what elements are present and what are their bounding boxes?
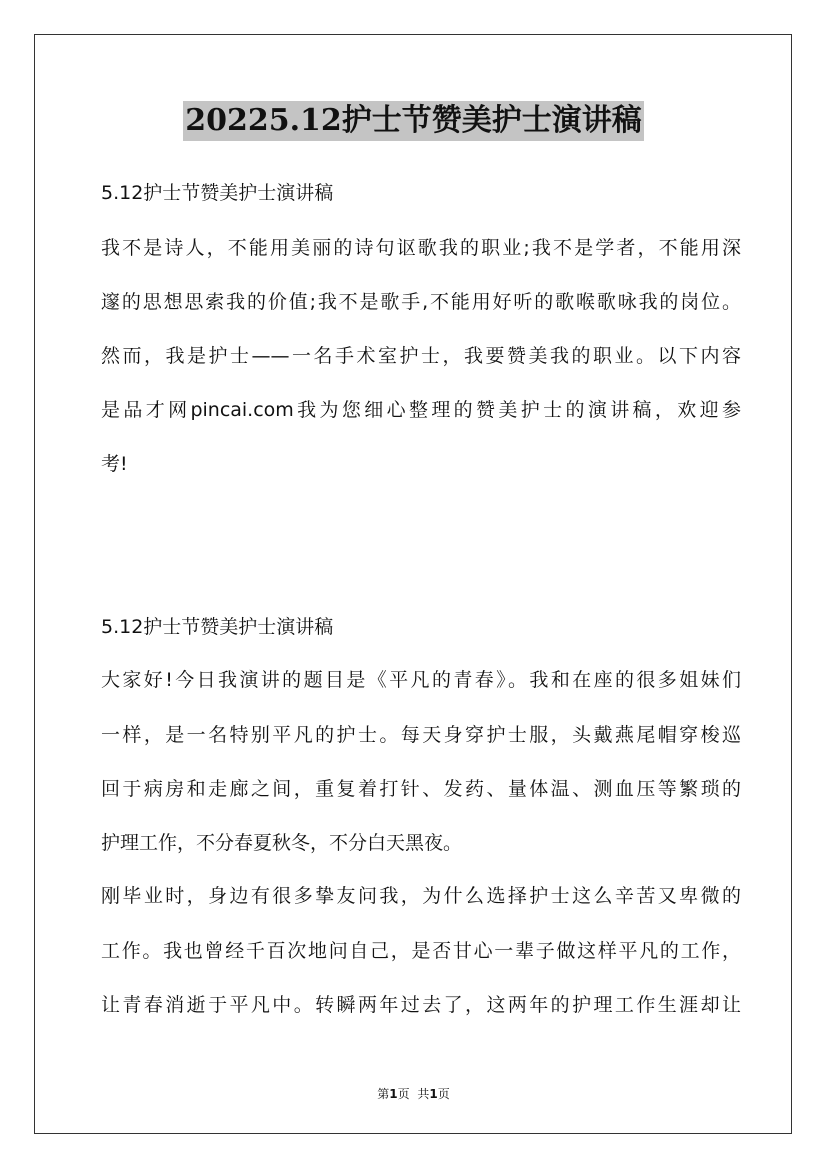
paragraph-line: 护理工作，不分春夏秋冬，不分白天黑夜。 [101,832,463,854]
paragraph-line: 邃的思想思索我的价值;我不是歌手,不能用好听的歌喉歌咏我的岗位。 [101,291,741,313]
title-container [0,101,827,141]
page-footer [0,1085,827,1102]
paragraph-line: 是品才网pincai.com我为您细心整理的赞美护士的演讲稿，欢迎参 [101,399,741,421]
page-suffix: 页 [397,1087,410,1101]
paragraph-line: 大家好!今日我演讲的题目是《平凡的青春》。我和在座的很多姐妹们 [101,669,741,691]
paragraph-line: 考! [101,453,128,475]
page-number: 1 [389,1087,398,1101]
paragraph-line: 让青春消逝于平凡中。转瞬两年过去了，这两年的护理工作生涯却让 [101,994,741,1016]
total-prefix: 共 [417,1087,430,1101]
paragraph-line: 一样，是一名特别平凡的护士。每天身穿护士服，头戴燕尾帽穿梭巡 [101,724,741,746]
total-suffix: 页 [437,1087,450,1101]
paragraph-line: 回于病房和走廊之间，重复着打针、发药、量体温、测血压等繁琐的 [101,778,741,800]
section-heading-2: 5.12护士节赞美护士演讲稿 [101,616,334,638]
paragraph-line: 然而，我是护士——一名手术室护士，我要赞美我的职业。以下内容 [101,345,741,367]
section-heading-1: 5.12护士节赞美护士演讲稿 [101,182,334,204]
paragraph-line: 刚毕业时，身边有很多挚友问我，为什么选择护士这么辛苦又卑微的 [101,885,741,907]
total-pages: 1 [429,1087,438,1101]
paragraph-line: 我不是诗人，不能用美丽的诗句讴歌我的职业;我不是学者，不能用深 [101,237,741,259]
document-title: 20225.12护士节赞美护士演讲稿 [183,101,644,141]
page-prefix: 第 [377,1087,390,1101]
paragraph-line: 工作。我也曾经千百次地问自己，是否甘心一辈子做这样平凡的工作， [101,940,741,962]
